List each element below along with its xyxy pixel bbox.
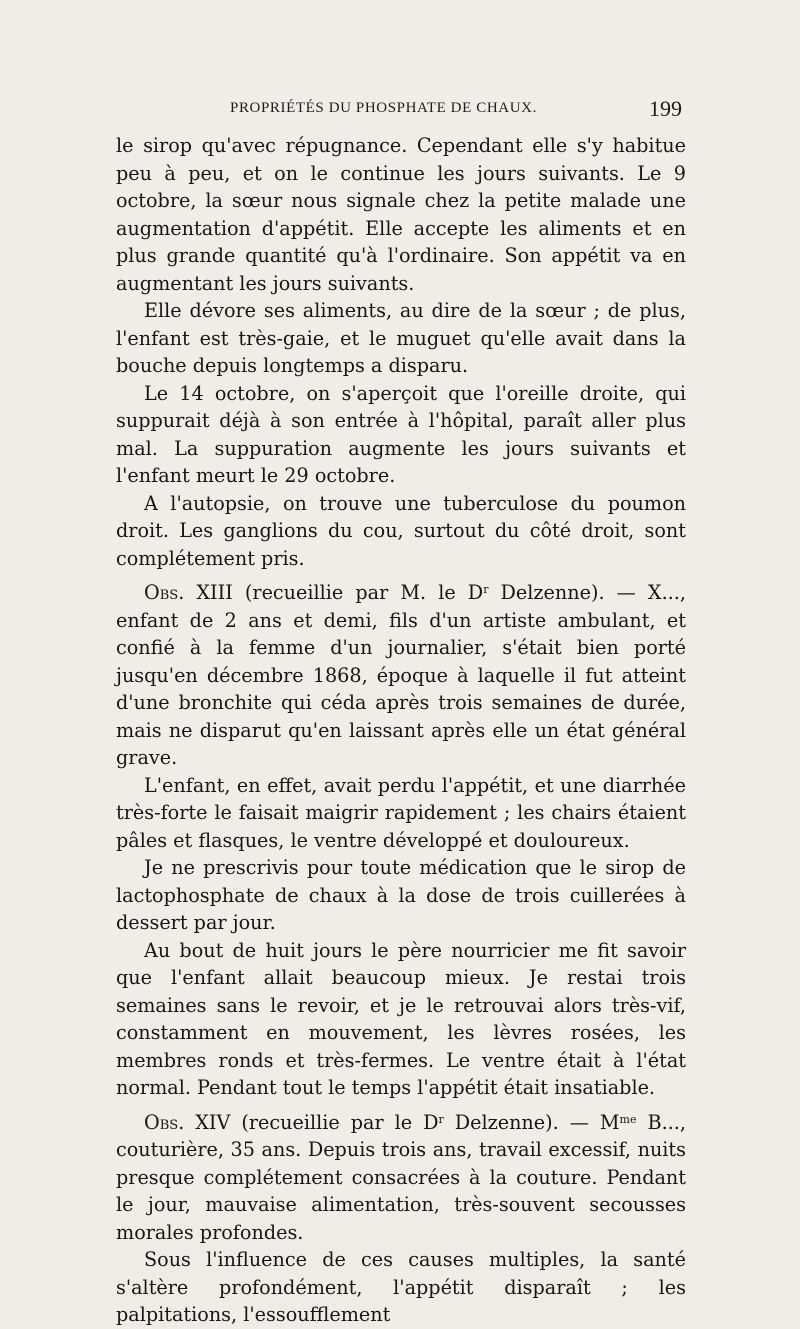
observation-14 bbox=[116, 1106, 686, 1247]
paragraph: A l'autopsie, on trouve une tuberculose du poumon droit. Les ganglions du cou, surtout du côté droit, sont complétement pris. bbox=[116, 491, 686, 570]
paragraph: Sous l'influence de ces causes multiples, la santé s'altère profondément, l'appétit disparaît ; les palpitations, l'essoufflement bbox=[116, 1248, 686, 1326]
body-text bbox=[116, 132, 686, 1329]
superscript: me bbox=[619, 1112, 637, 1126]
paragraph: Le 14 octobre, on s'aperçoit que l'oreille droite, qui suppurait déjà à son entrée à l'hôpital, paraît aller plus mal. La suppuration augmente les jours suivants et l'enfant meurt le 29 octobre. bbox=[116, 381, 686, 487]
observation-label: Obs. XIV bbox=[144, 1110, 231, 1134]
observation-source-end: Delzenne). bbox=[443, 1110, 559, 1134]
superscript: r bbox=[438, 1112, 444, 1126]
paragraph: L'enfant, en effet, avait perdu l'appétit, et une diarrhée très-forte le faisait maigrir rapidement ; les chairs étaient pâles et flasques, le ventre développé et douloureux. bbox=[116, 773, 686, 852]
running-title: PROPRIÉTÉS DU PHOSPHATE DE CHAUX. bbox=[230, 100, 537, 116]
observation-body: B..., couturière, 35 ans. Depuis trois ans, travail excessif, nuits presque complétement consacrées à la couture. Pendant le jour, mauvaise alimentation, très-souvent secousses morales profondes. bbox=[116, 1110, 686, 1244]
observation-label: Obs. XIII bbox=[144, 581, 233, 604]
observation-source: (recueillie par le D bbox=[241, 1110, 439, 1134]
observation-body: — X..., enfant de 2 ans et demi, fils d'un artiste ambulant, et confié à la femme d'un journalier, s'était bien porté jusqu'en décembre 1868, époque à laquelle il fut atteint d'une bronchite qui céda après trois semaines de durée, mais ne disparut qu'en laissant après elle un état général grave. bbox=[116, 581, 686, 769]
observation-13 bbox=[116, 576, 686, 772]
observation-dash: — M bbox=[558, 1110, 620, 1134]
paragraph: Je ne prescrivis pour toute médication que le sirop de lactophosphate de chaux à la dose de trois cuillerées à dessert par jour. bbox=[116, 856, 686, 934]
running-header bbox=[230, 96, 690, 124]
paragraph: le sirop qu'avec répugnance. Cependant elle s'y habitue peu à peu, et on le continue les jours suivants. Le 9 octobre, la sœur nous signale chez la petite malade une augmentation d'appétit. Elle accepte les aliments et en plus grande quantité qu'à l'ordinaire. Son appétit va en augmentant les jours suivants. bbox=[116, 134, 686, 295]
superscript: r bbox=[483, 583, 489, 596]
observation-source: (recueillie par M. le D bbox=[244, 581, 484, 604]
paragraph: Au bout de huit jours le père nourricier me fit savoir que l'enfant allait beaucoup mieux. Je restai trois semaines sans le revoir, et je le retrouvai alors très-vif, constamment en mouvement, les lèvres rosées, les membres ronds et très-fermes. Le ventre était à l'état normal. Pendant tout le temps l'appétit était insatiable. bbox=[116, 938, 686, 1099]
paragraph: Elle dévore ses aliments, au dire de la sœur ; de plus, l'enfant est très-gaie, et le muguet qu'elle avait dans la bouche depuis longtemps a disparu. bbox=[116, 299, 686, 377]
observation-source-end: Delzenne). bbox=[488, 581, 605, 604]
page-number: 199 bbox=[649, 96, 682, 121]
